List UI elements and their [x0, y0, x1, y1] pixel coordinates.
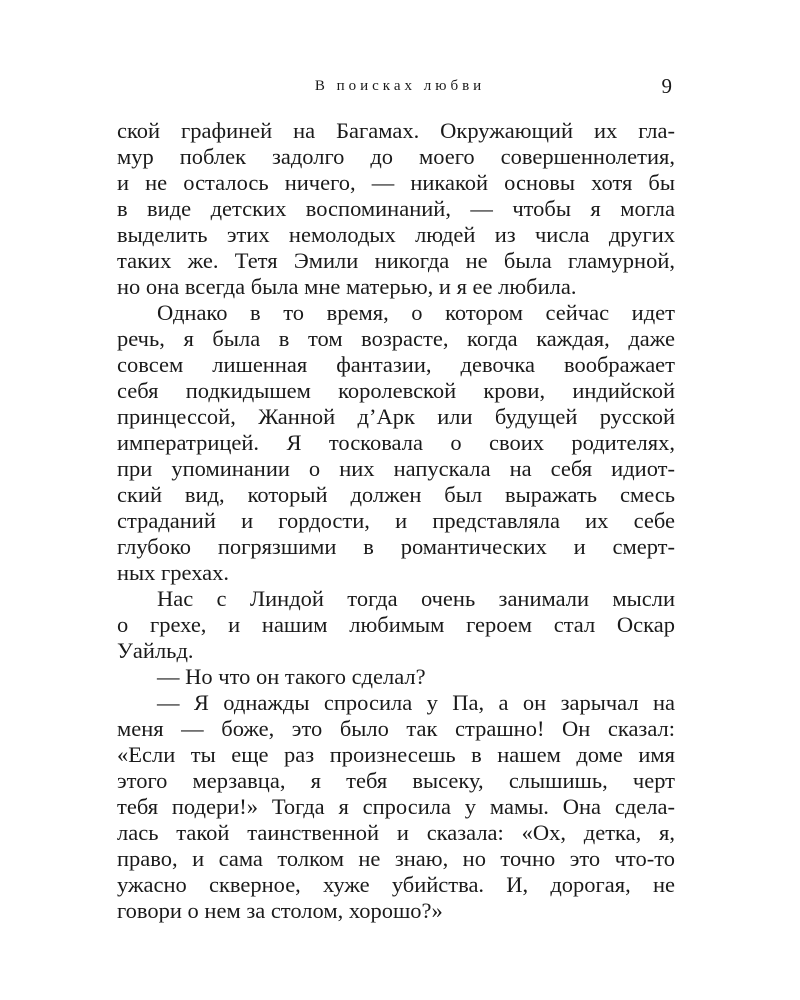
text-line: — Но что он такого сделал?: [157, 664, 426, 689]
text-line: при упоминании о них напускала на себя идиот-: [117, 456, 675, 481]
text-line: совсем лишенная фантазии, девочка воображает: [117, 352, 675, 377]
text-line: говори о нем за столом, хорошо?»: [117, 898, 443, 923]
text-line: выделить этих немолодых людей из числа других: [117, 222, 675, 247]
text-line: речь, я была в том возрасте, когда каждая, даже: [117, 326, 675, 351]
text-line: ской графиней на Багамах. Окружающий их гла-: [117, 118, 675, 143]
text-line: страданий и гордости, и представляла их себе: [117, 508, 675, 533]
text-line: лась такой таинственной и сказала: «Ох, детка, я,: [117, 820, 675, 845]
text-line: мур поблек задолго до моего совершеннолетия,: [117, 144, 675, 169]
text-line: этого мерзавца, я тебя высеку, слышишь, черт: [117, 768, 675, 793]
running-head: [0, 76, 800, 100]
running-title: В поисках любви: [314, 78, 486, 94]
text-line: о грехе, и нашим любимым героем стал Оскар: [117, 612, 675, 637]
text-line: ский вид, который должен был выражать смесь: [117, 482, 675, 507]
text-line: ных грехах.: [117, 560, 230, 585]
text-line: но она всегда была мне матерью, и я ее любила.: [117, 274, 577, 299]
text-line: глубоко погрязшими в романтических и смерт-: [117, 534, 675, 559]
text-line: себя подкидышем королевской крови, индийской: [117, 378, 675, 403]
text-line: в виде детских воспоминаний, — чтобы я могла: [117, 196, 675, 221]
text-line: — Я однажды спросила у Па, а он зарычал на: [157, 690, 675, 715]
text-line: Однако в то время, о котором сейчас идет: [157, 300, 675, 325]
text-line: тебя подери!» Тогда я спросила у мамы. Она сдела-: [117, 794, 675, 819]
text-line: таких же. Тетя Эмили никогда не была гламурной,: [117, 248, 675, 273]
text-line: принцессой, Жанной д’Арк или будущей русской: [117, 404, 675, 429]
text-line: императрицей. Я тосковала о своих родителях,: [117, 430, 675, 455]
text-line: право, и сама толком не знаю, но точно это что-то: [117, 846, 675, 871]
text-line: ужасно скверное, хуже убийства. И, дорогая, не: [117, 872, 675, 897]
text-line: и не осталось ничего, — никакой основы хотя бы: [117, 170, 675, 195]
page-number: 9: [661, 74, 672, 98]
text-line: меня — боже, это было так страшно! Он сказал:: [117, 716, 675, 741]
text-line: Нас с Линдой тогда очень занимали мысли: [157, 586, 675, 611]
text-line: «Если ты еще раз произнесешь в нашем доме имя: [117, 742, 675, 767]
text-line: Уайльд.: [117, 638, 194, 663]
body-text: [117, 118, 675, 924]
